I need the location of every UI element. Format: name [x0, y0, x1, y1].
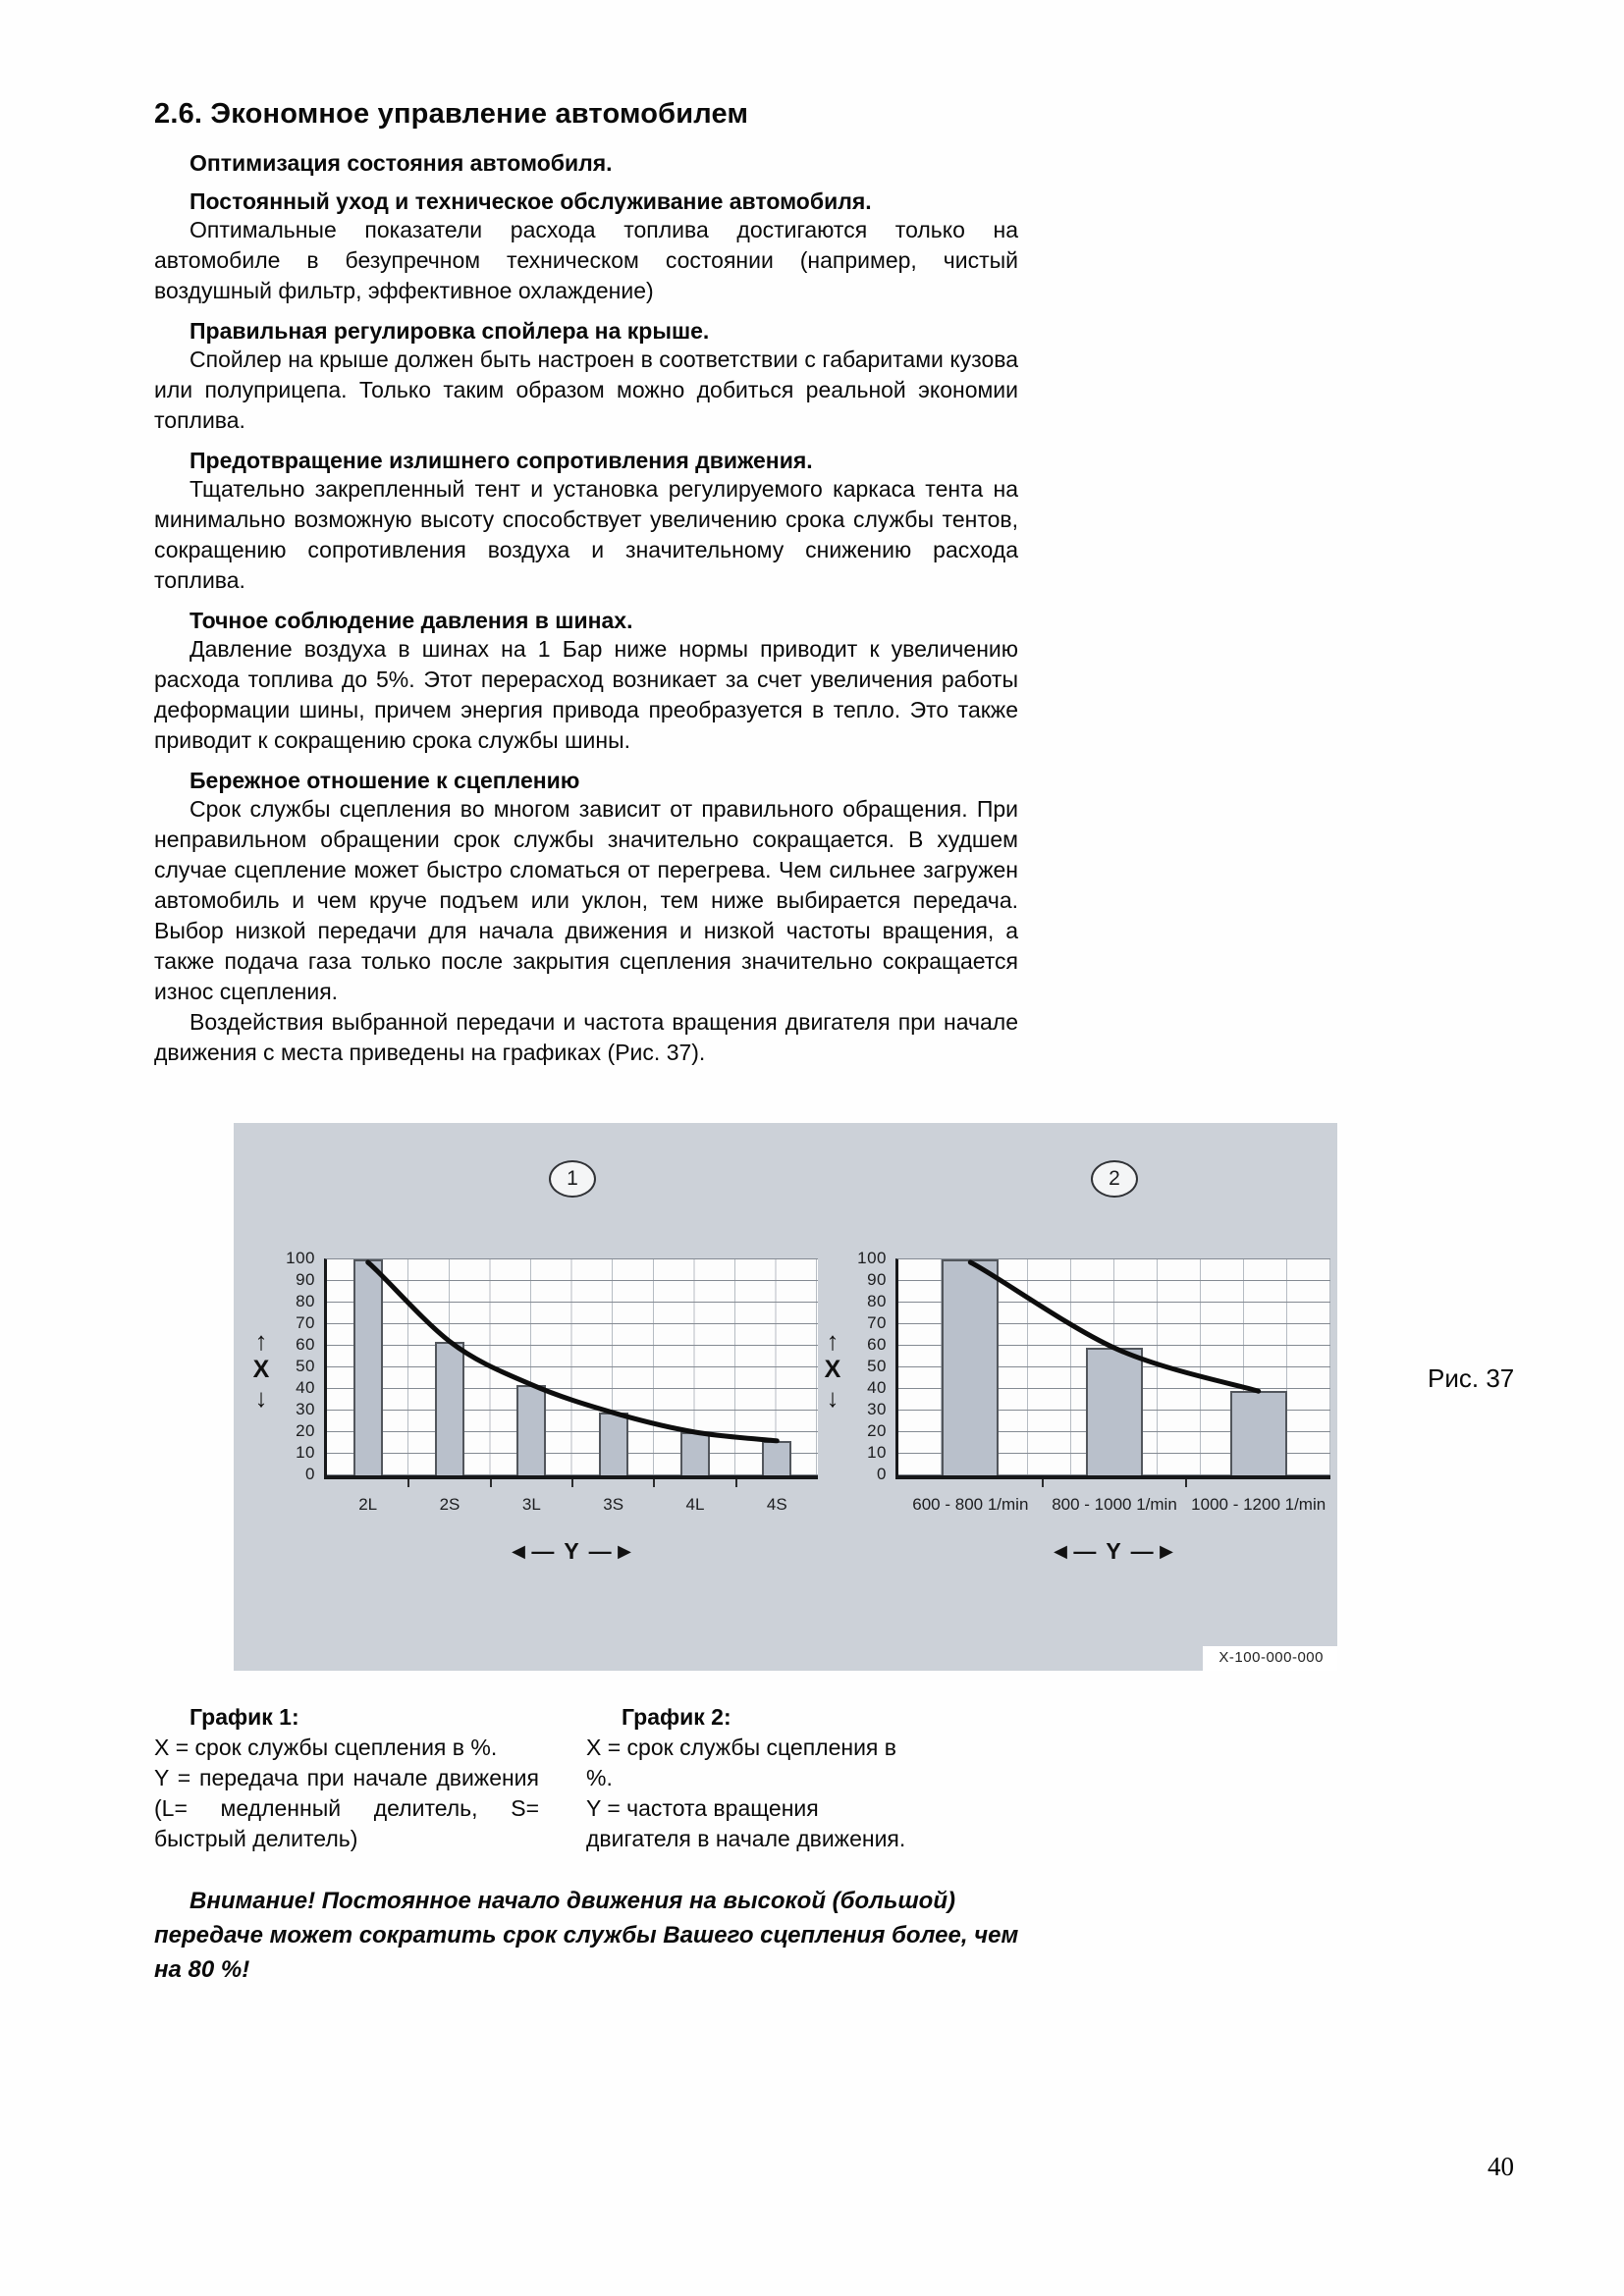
y-tick-label: 40 — [867, 1378, 887, 1397]
warning-note: Внимание! Постоянное начало движения на высокой (большой) передаче может сократить срок службы Вашего сцепления более, чем на 80 %! — [154, 1888, 1019, 1983]
x-axis-tick — [1042, 1479, 1044, 1487]
x-axis-tick — [571, 1479, 573, 1487]
y-tick-label: 30 — [296, 1400, 315, 1418]
chart-body — [244, 1249, 818, 1483]
x-axis-tick — [407, 1479, 409, 1487]
subheading-air-resistance: Предотвращение излишнего сопротивления движения. — [189, 448, 813, 473]
x-category-label: 3S — [603, 1495, 624, 1514]
paragraph: Срок службы сцепления во многом зависит от правильного обращения. При неправильном обращении срок службы значительно сокращается. В худшем случае сцепление может быстро сломаться от перегрева. Чем сильнее загружен автомобиль и чем круче подъем или уклон, тем ниже выбирается передача. Выбор низкой передачи для начала движения и низкой частоты вращения, а также подача газа только после закрытия сцепления значительно сокращается износ сцепления. — [154, 796, 1018, 1004]
y-tick-labels — [850, 1249, 895, 1483]
y-axis-letter: X — [252, 1355, 270, 1383]
graph-1-caption — [154, 1704, 539, 1854]
y-axis-letter: X — [824, 1355, 841, 1383]
x-category-labels — [327, 1495, 818, 1515]
y-tick-label: 50 — [867, 1357, 887, 1375]
plot-area — [895, 1258, 1330, 1479]
page-number: 40 — [1488, 2152, 1514, 2181]
trend-curve — [898, 1259, 1330, 1475]
plot-area — [324, 1258, 818, 1479]
x-category-label: 1000 - 1200 1/min — [1191, 1495, 1326, 1514]
y-tick-label: 50 — [296, 1357, 315, 1375]
graph-2-x-legend: X = срок службы сцепления в %. — [586, 1735, 896, 1790]
x-axis-tick — [1185, 1479, 1187, 1487]
graph-2-title: График 2: — [622, 1704, 731, 1730]
axis-arrow-right-icon: —► — [580, 1538, 638, 1564]
figure-watermark: X-100-000-000 — [1203, 1646, 1337, 1671]
lead-heading: Оптимизация состояния автомобиля. — [189, 150, 613, 176]
x-category-labels — [898, 1495, 1330, 1515]
y-tick-label: 60 — [867, 1335, 887, 1354]
x-axis-tick — [735, 1479, 737, 1487]
axis-arrow-down-icon: ↓ — [826, 1382, 839, 1413]
y-tick-label: 10 — [867, 1443, 887, 1462]
x-axis-tick — [490, 1479, 492, 1487]
x-category-label: 2L — [358, 1495, 378, 1514]
paragraph: Спойлер на крыше должен быть настроен в соответствии с габаритами кузова или полуприцепа. Только таким образом можно добиться реальной экономии топлива. — [154, 347, 1018, 433]
y-axis-label — [244, 1258, 279, 1479]
y-tick-label: 20 — [867, 1421, 887, 1440]
subheading-tire-pressure: Точное соблюдение давления в шинах. — [189, 608, 633, 633]
y-tick-label: 100 — [286, 1249, 315, 1267]
y-axis-label — [815, 1258, 850, 1479]
x-axis-letter: Y — [564, 1538, 581, 1564]
subheading-spoiler: Правильная регулировка спойлера на крыше. — [189, 318, 710, 344]
figure-row — [154, 1123, 1515, 1671]
x-category-label: 3L — [521, 1495, 541, 1514]
y-tick-label: 40 — [296, 1378, 315, 1397]
chart-2 — [815, 1160, 1330, 1565]
y-tick-label: 90 — [867, 1270, 887, 1289]
figure-ris-37 — [234, 1123, 1337, 1671]
graph-2-y-legend: Y = частота вращения двигателя в начале движения. — [586, 1795, 906, 1851]
y-tick-label: 0 — [305, 1465, 315, 1483]
y-tick-label: 80 — [296, 1292, 315, 1310]
figure-caption: Рис. 37 — [1428, 1363, 1515, 1393]
paragraph: Давление воздуха в шинах на 1 Бар ниже нормы приводит к увеличению расхода топлива до 5%. Этот перерасход возникает за счет увеличения работы деформации шины, причем энергия привода преобразуется в тепло. Это также приводит к сокращению срока службы шины. — [154, 636, 1018, 753]
graph-captions — [154, 1704, 1342, 1854]
chart-body — [815, 1249, 1330, 1483]
y-tick-label: 70 — [296, 1313, 315, 1332]
paragraph: Тщательно закрепленный тент и установка регулируемого каркаса тента на минимально возможную высоту способствует увеличению срока службы тентов, сокращению сопротивления воздуха и значительному снижению расхода топлива. — [154, 476, 1018, 593]
subheading-clutch-care: Бережное отношение к сцеплению — [189, 768, 580, 793]
y-tick-label: 90 — [296, 1270, 315, 1289]
x-category-label: 4L — [685, 1495, 705, 1514]
chart-1 — [244, 1160, 818, 1565]
y-tick-label: 100 — [857, 1249, 887, 1267]
graph-2-caption — [586, 1704, 910, 1854]
chart-number-badge: 2 — [1091, 1160, 1138, 1198]
x-category-label: 600 - 800 1/min — [912, 1495, 1029, 1514]
y-tick-label: 60 — [296, 1335, 315, 1354]
y-tick-label: 0 — [877, 1465, 887, 1483]
section-title: 2.6. Экономное управление автомобилем — [154, 98, 749, 130]
axis-arrow-left-icon: ◄— — [1049, 1538, 1107, 1564]
x-axis-letter: Y — [1106, 1538, 1123, 1564]
y-tick-label: 70 — [867, 1313, 887, 1332]
y-tick-labels — [279, 1249, 324, 1483]
page-content — [154, 98, 1515, 1987]
axis-arrow-right-icon: —► — [1122, 1538, 1180, 1564]
axis-arrow-down-icon: ↓ — [254, 1382, 268, 1413]
y-tick-label: 20 — [296, 1421, 315, 1440]
graph-1-x-legend: X = срок службы сцепления в %. — [154, 1735, 498, 1760]
chart-number-badge: 1 — [549, 1160, 596, 1198]
y-tick-label: 30 — [867, 1400, 887, 1418]
paragraph: Воздействия выбранной передачи и частота вращения двигателя при начале движения с места приведены на графиках (Рис. 37). — [154, 1009, 1018, 1065]
paragraph: Оптимальные показатели расхода топлива достигаются только на автомобиле в безупречном техническом состоянии (например, чистый воздушный фильтр, эффективное охлаждение) — [154, 217, 1018, 303]
axis-arrow-up-icon: ↑ — [826, 1325, 839, 1356]
x-axis-label — [898, 1538, 1330, 1565]
axis-arrow-left-icon: ◄— — [507, 1538, 565, 1564]
graph-1-y-legend: Y = передача при начале движения (L= медленный делитель, S= быстрый делитель) — [154, 1765, 539, 1851]
subheading-maintenance: Постоянный уход и техническое обслуживание автомобиля. — [189, 188, 872, 214]
x-category-label: 800 - 1000 1/min — [1052, 1495, 1177, 1514]
graph-1-title: График 1: — [189, 1704, 299, 1730]
y-tick-label: 80 — [867, 1292, 887, 1310]
y-tick-label: 10 — [296, 1443, 315, 1462]
trend-curve — [327, 1259, 818, 1475]
x-category-label: 4S — [766, 1495, 787, 1514]
text-column — [154, 150, 1018, 1068]
x-axis-label — [327, 1538, 818, 1565]
axis-arrow-up-icon: ↑ — [254, 1325, 268, 1356]
x-axis-tick — [653, 1479, 655, 1487]
x-category-label: 2S — [439, 1495, 460, 1514]
